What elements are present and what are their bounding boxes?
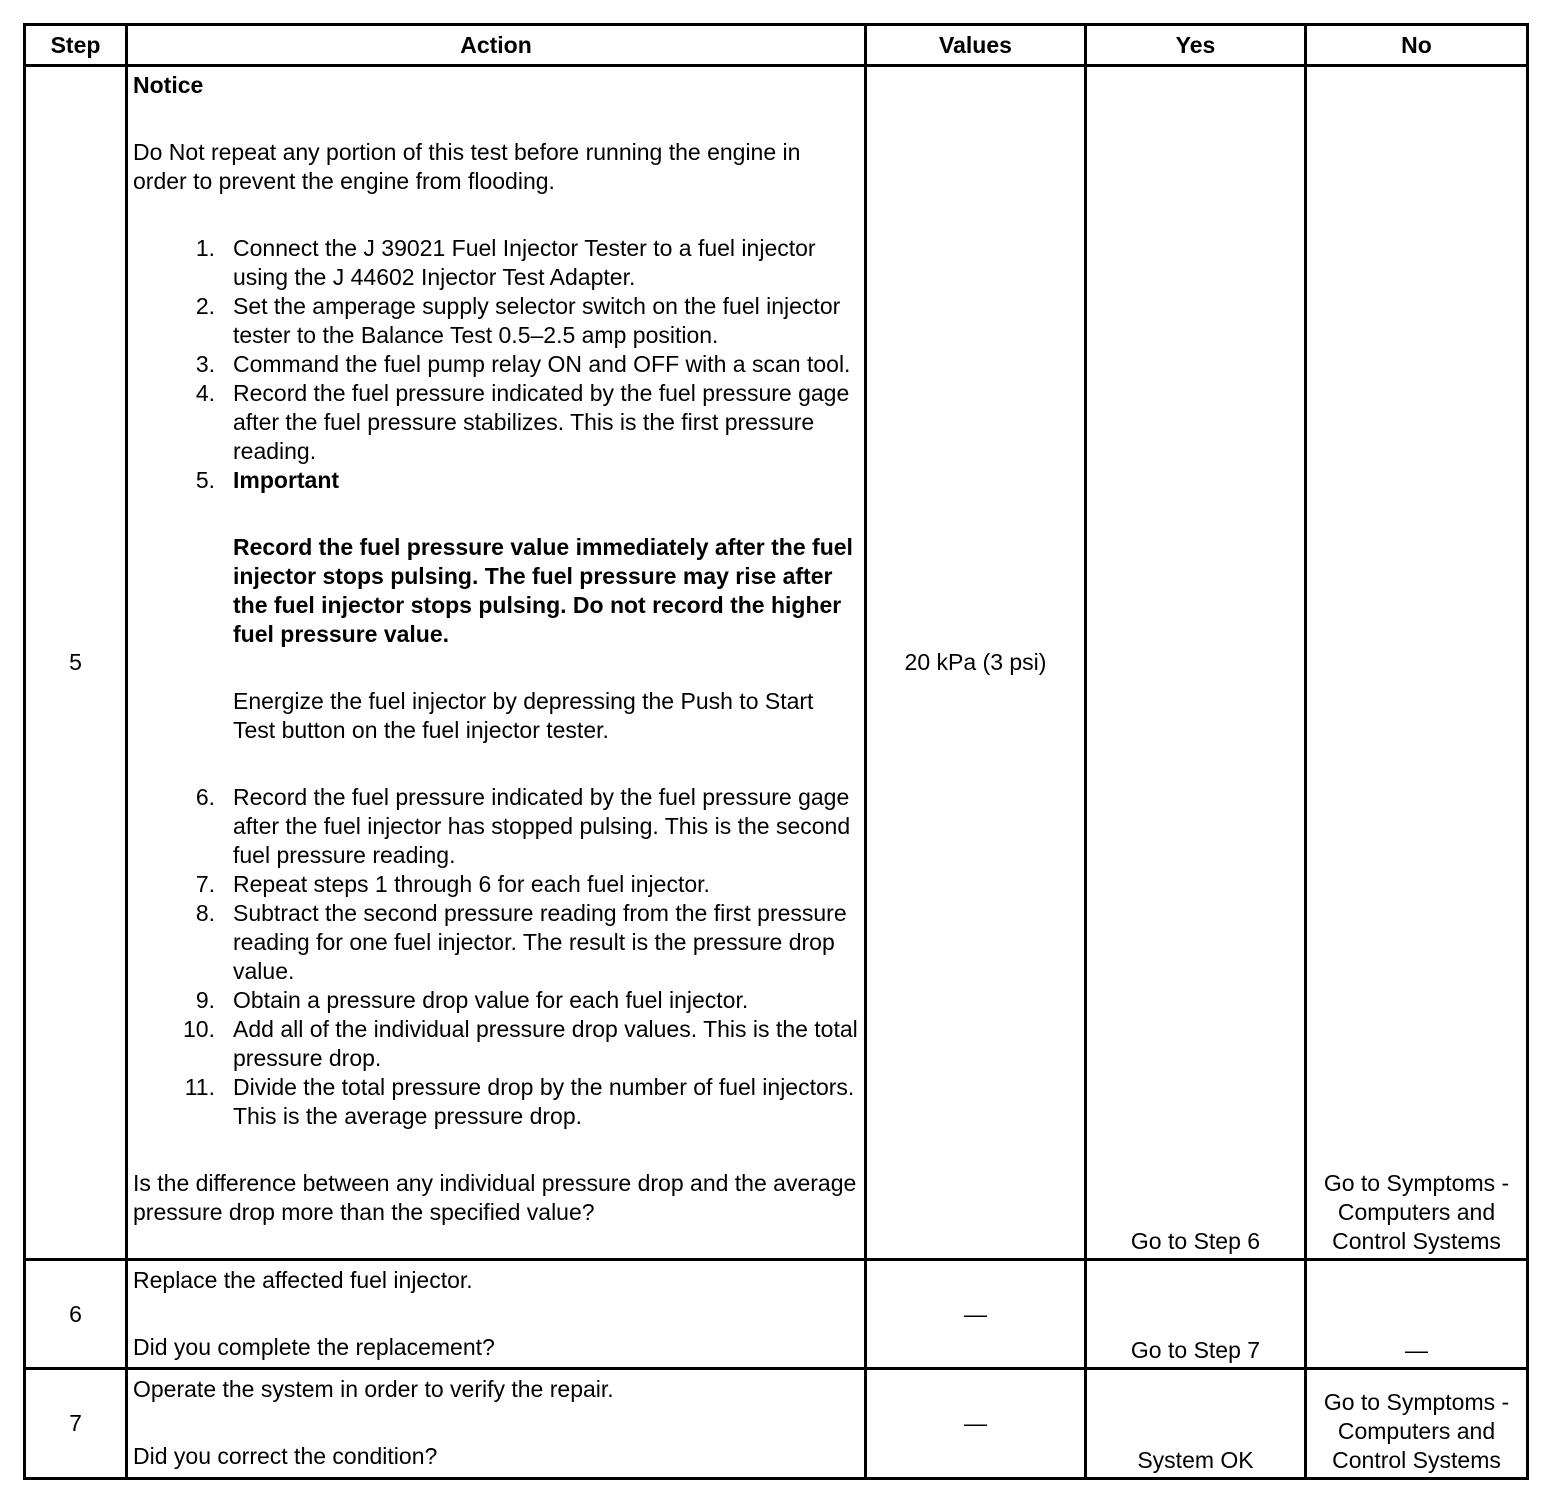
instruction-list xyxy=(133,234,859,1131)
table-row-step-6 xyxy=(25,1260,1528,1369)
list-item: 2. Set the amperage supply selector switch on the fuel injector tester to the Balance Test 0.5–2.5 amp position. xyxy=(195,293,841,348)
notice-text: Do Not repeat any portion of this test before running the engine in order to prevent the engine from flooding. xyxy=(133,139,801,194)
yes-cell: Go to Step 6 xyxy=(1086,66,1306,1260)
important-text: Record the fuel pressure value immediately after the fuel injector stops pulsing. The fuel pressure may rise after the fuel injector stops pulsing. Do not record the higher fuel pressure value. xyxy=(233,534,853,647)
value-cell: — xyxy=(866,1369,1086,1479)
yes-cell: Go to Step 7 xyxy=(1086,1260,1306,1369)
header-no: No xyxy=(1306,25,1528,66)
action-text: Replace the affected fuel injector. xyxy=(133,1267,473,1293)
header-values: Values xyxy=(866,25,1086,66)
action-cell xyxy=(127,1369,866,1479)
list-item: 11. Divide the total pressure drop by the number of fuel injectors. This is the average pressure drop. xyxy=(184,1074,855,1129)
notice-title: Notice xyxy=(133,72,204,98)
header-yes: Yes xyxy=(1086,25,1306,66)
step-number: 5 xyxy=(25,66,127,1260)
value-cell: — xyxy=(866,1260,1086,1369)
yes-cell: System OK xyxy=(1086,1369,1306,1479)
action-text: Operate the system in order to verify the repair. xyxy=(133,1376,614,1402)
table-row-step-7 xyxy=(25,1369,1528,1479)
question-text: Did you correct the condition? xyxy=(133,1443,438,1469)
step-number: 7 xyxy=(25,1369,127,1479)
step-number: 6 xyxy=(25,1260,127,1369)
no-cell: Go to Symptoms - Computers and Control Systems xyxy=(1306,1369,1528,1479)
procedure-table xyxy=(23,23,1529,1480)
list-item: 4. Record the fuel pressure indicated by the fuel pressure gage after the fuel pressure stabilizes. This is the first pressure reading. xyxy=(195,380,850,464)
list-item: 3. Command the fuel pump relay ON and OFF with a scan tool. xyxy=(195,351,851,377)
list-item: 6. Record the fuel pressure indicated by the fuel pressure gage after the fuel injector has stopped pulsing. This is the second fuel pressure reading. xyxy=(195,784,851,868)
header-row xyxy=(25,25,1528,66)
list-item: 8. Subtract the second pressure reading from the first pressure reading for one fuel injector. The result is the pressure drop value. xyxy=(195,900,847,984)
action-cell xyxy=(127,66,866,1260)
important-title: Important xyxy=(233,467,340,493)
list-item: 10. Add all of the individual pressure drop values. This is the total pressure drop. xyxy=(183,1016,858,1071)
value-cell: 20 kPa (3 psi) xyxy=(866,66,1086,1260)
question-text: Did you complete the replacement? xyxy=(133,1334,495,1360)
list-item: 5. Important Record the fuel pressure value immediately after the fuel injector stops pulsing. The fuel pressure may rise after the fuel injector stops pulsing. Do not record the higher fuel pressure value. Energize the fuel injector by depressing the Push to Start Test button on the fuel injector tester. xyxy=(133,466,859,783)
energize-text: Energize the fuel injector by depressing the Push to Start Test button on the fuel injector tester. xyxy=(233,688,814,743)
list-item: 1. Connect the J 39021 Fuel Injector Tester to a fuel injector using the J 44602 Injector Test Adapter. xyxy=(195,235,816,290)
list-item: 7. Repeat steps 1 through 6 for each fuel injector. xyxy=(195,871,710,897)
no-cell: — xyxy=(1306,1260,1528,1369)
header-action: Action xyxy=(127,25,866,66)
list-item: 9. Obtain a pressure drop value for each fuel injector. xyxy=(195,987,749,1013)
action-cell xyxy=(127,1260,866,1369)
no-cell: Go to Symptoms - Computers and Control Systems xyxy=(1306,66,1528,1260)
table-row-step-5 xyxy=(25,66,1528,1260)
question-text: Is the difference between any individual pressure drop and the average pressure drop more than the specified value? xyxy=(133,1170,857,1225)
header-step: Step xyxy=(25,25,127,66)
